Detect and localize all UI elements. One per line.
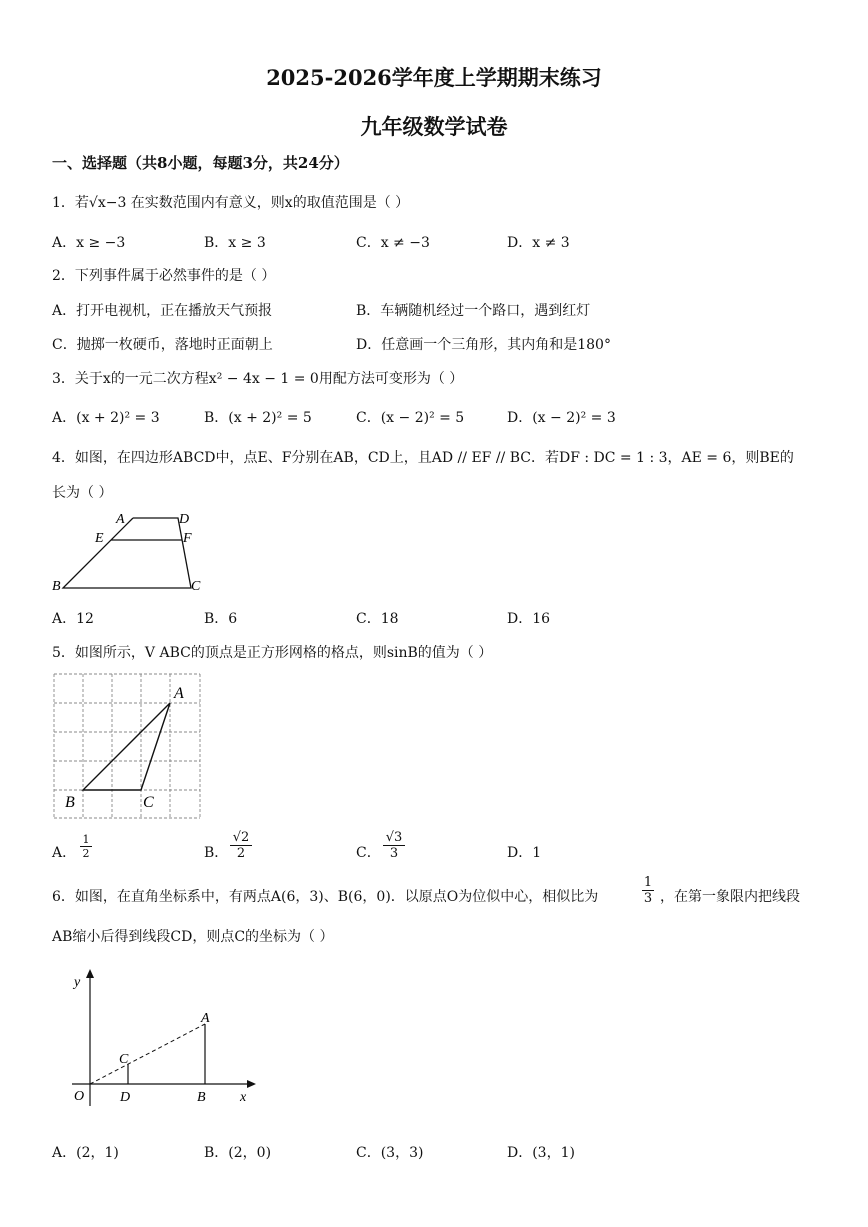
label-c: C: [119, 1052, 129, 1067]
q1-option-b: B．x ≥ 3: [204, 235, 266, 251]
label-x: x: [240, 1090, 247, 1105]
question-5-stem: 5．如图所示，V ABC的顶点是正方形网格的格点，则sinB的值为（ ）: [52, 645, 493, 661]
q3-option-c: C．(x − 2)² = 5: [356, 410, 465, 426]
q5-option-d: D．1: [507, 845, 542, 861]
question-3-stem: 3．关于x的一元二次方程x² − 4x − 1 = 0用配方法可变形为（ ）: [52, 371, 464, 387]
q6-option-c: C．(3，3): [356, 1145, 424, 1161]
trapezoid-abcd: [63, 518, 191, 588]
q4-option-a: A．12: [52, 611, 94, 627]
q5-grid-figure: [50, 670, 205, 822]
label-b: B: [65, 794, 75, 811]
label-a: A: [116, 512, 125, 527]
label-f: F: [183, 531, 192, 546]
label-e: E: [95, 531, 104, 546]
y-axis-arrow: [86, 969, 94, 978]
q3-option-a: A．(x + 2)² = 3: [52, 410, 160, 426]
q5-option-c: C．: [356, 845, 381, 861]
triangle-abc: [83, 703, 170, 790]
q4-option-b: B．6: [204, 611, 238, 627]
q6-option-d: D．(3，1): [507, 1145, 575, 1161]
q2-option-c: C．抛掷一枚硬币，落地时正面朝上: [52, 337, 273, 353]
q6-coordinate-figure: [62, 966, 262, 1116]
label-d: D: [179, 512, 190, 527]
q5-option-b: B．: [204, 845, 229, 861]
q3-option-d: D．(x − 2)² = 3: [507, 410, 616, 426]
question-2-stem: 2．下列事件属于必然事件的是（ ）: [52, 268, 276, 284]
q1-option-d: D．x ≠ 3: [507, 235, 570, 251]
q5-option-c-fraction: √3 3: [383, 830, 405, 861]
label-c: C: [143, 794, 154, 811]
q1-option-c: C．x ≠ −3: [356, 235, 430, 251]
label-o: O: [74, 1089, 85, 1104]
label-a: A: [201, 1011, 210, 1026]
q2-option-d: D．任意画一个三角形，其内角和是180°: [356, 337, 611, 353]
section-heading: 一、选择题（共8小题，每题3分，共24分）: [52, 154, 349, 172]
label-y: y: [74, 975, 81, 990]
label-c: C: [191, 579, 201, 594]
label-d: D: [120, 1090, 131, 1105]
q4-trapezoid-figure: [48, 508, 218, 598]
q5-option-b-fraction: √2 2: [230, 830, 252, 861]
q4-option-d: D．16: [507, 611, 551, 627]
x-axis-arrow: [247, 1080, 256, 1088]
question-6-stem-cont: AB缩小后得到线段CD，则点C的坐标为（ ）: [52, 929, 334, 945]
label-b: B: [52, 579, 61, 594]
question-4-stem: 4．如图，在四边形ABCD中，点E、F分别在AB，CD上，且AD // EF // BC．若DF : DC = 1 : 3，AE = 6，则BE的: [52, 450, 794, 466]
q2-option-a: A．打开电视机，正在播放天气预报: [52, 303, 273, 319]
q3-option-b: B．(x + 2)² = 5: [204, 410, 312, 426]
q6-option-b: B．(2，0): [204, 1145, 272, 1161]
question-6-stem-after: ，在第一象限内把线段: [660, 889, 800, 905]
q6-option-a: A．(2，1): [52, 1145, 119, 1161]
q6-ratio-fraction: 1 3: [643, 875, 653, 906]
question-4-stem-cont: 长为（ ）: [52, 485, 113, 501]
question-1-stem: 1．若√x−3 在实数范围内有意义，则x的取值范围是（ ）: [52, 195, 410, 211]
label-a: A: [174, 685, 184, 702]
q1-option-a: A．x ≥ −3: [52, 235, 126, 251]
q5-option-a-fraction: 1 2: [80, 833, 92, 860]
dashed-line-oa: [90, 1024, 205, 1084]
label-b: B: [197, 1090, 206, 1105]
q2-option-b: B．车辆随机经过一个路口，遇到红灯: [356, 303, 591, 319]
page-title: 2025-2026学年度上学期期末练习: [266, 65, 602, 90]
q5-option-a: A．: [52, 845, 77, 861]
question-6-stem: 6．如图，在直角坐标系中，有两点A(6，3)、B(6，0)．以原点O为位似中心，相似比为: [52, 889, 599, 905]
q4-option-c: C．18: [356, 611, 399, 627]
page-subtitle: 九年级数学试卷: [360, 114, 508, 139]
